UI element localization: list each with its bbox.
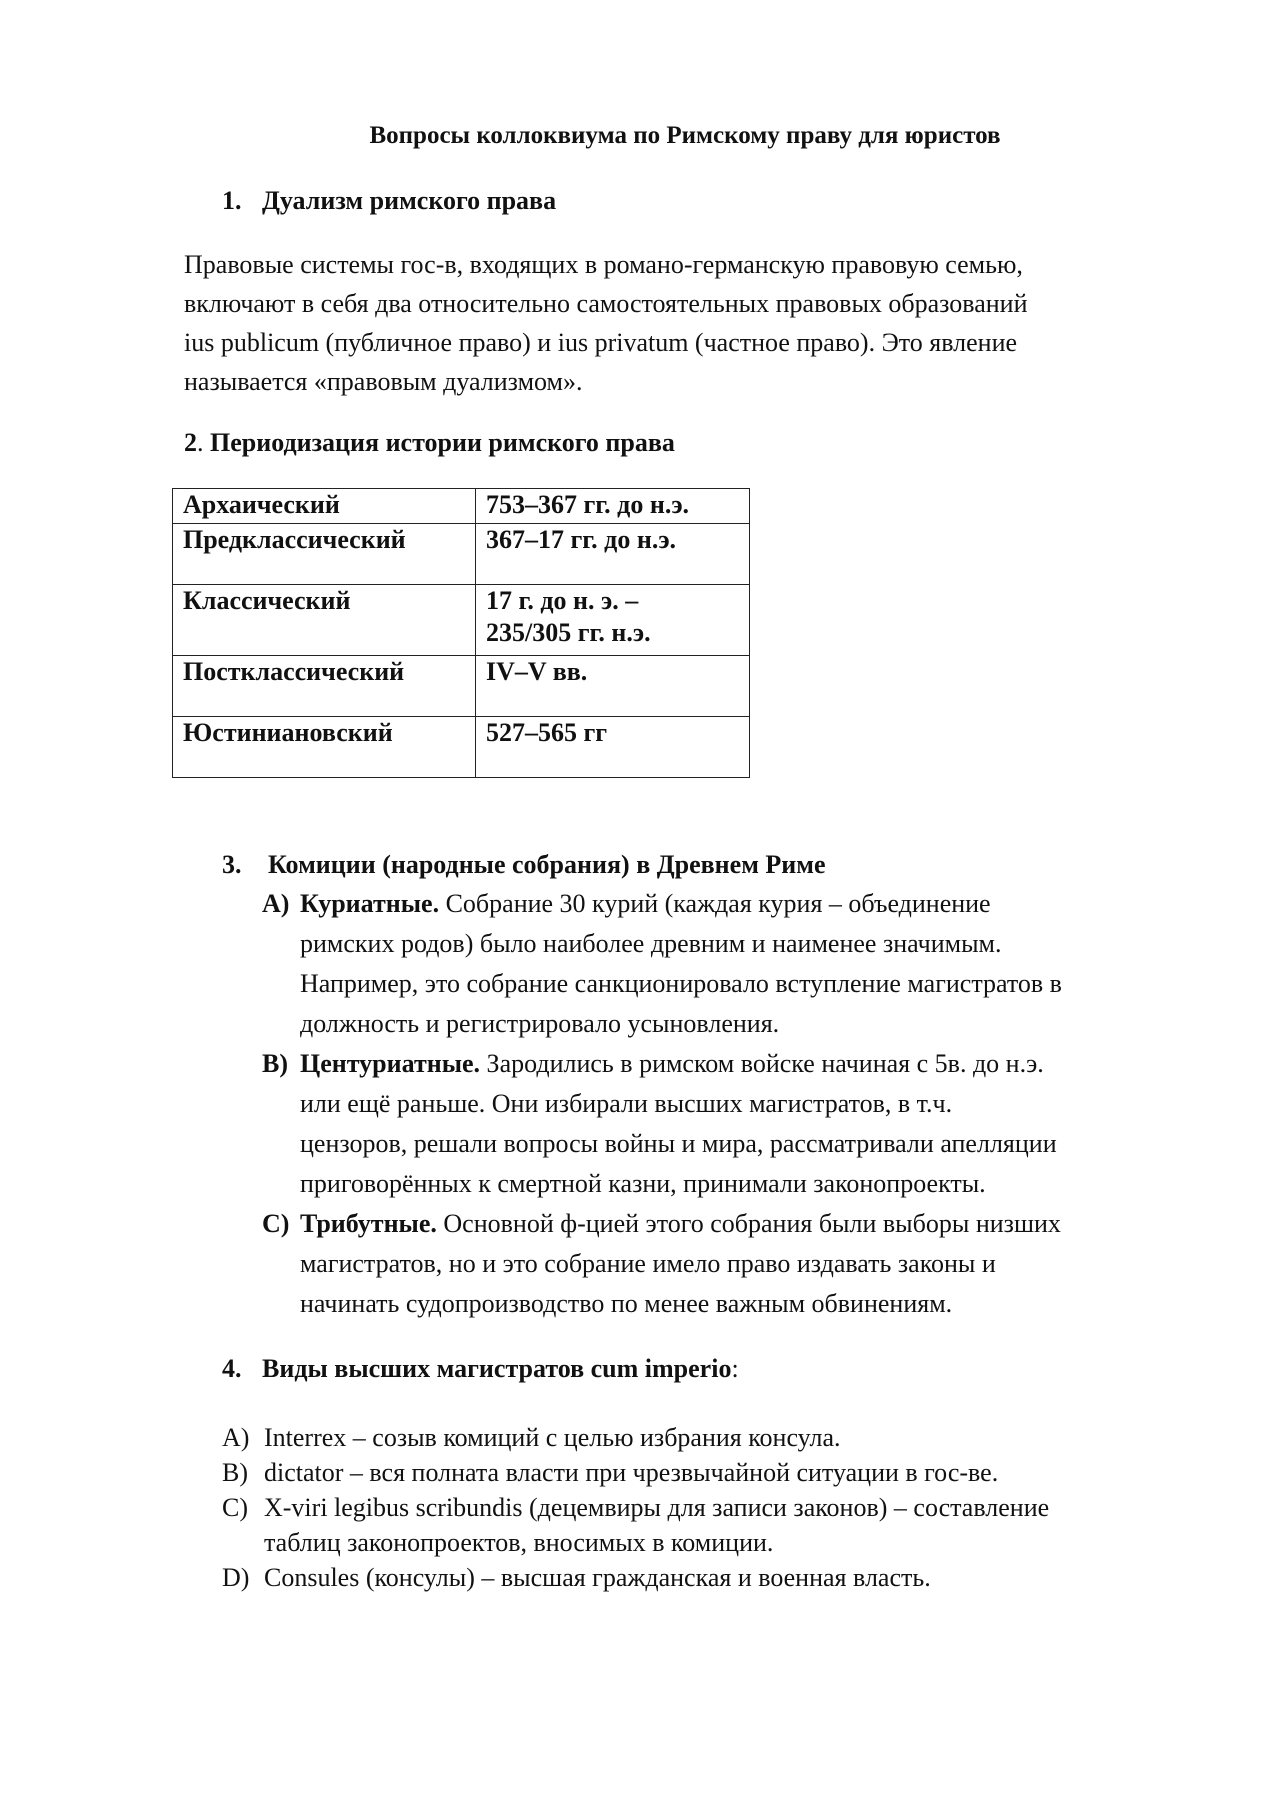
list-line: должность и регистрировало усыновления.	[300, 1009, 780, 1038]
list-term: Центуриатные.	[300, 1049, 481, 1078]
list-marker: D)	[222, 1563, 250, 1592]
periodization-table	[172, 488, 750, 778]
list-item	[262, 884, 1222, 1044]
section-4-colon: :	[731, 1354, 739, 1383]
list-item	[222, 1420, 1222, 1455]
list-item	[262, 1044, 1222, 1204]
table-cell-period: Архаический	[173, 489, 476, 524]
table-cell-dates	[476, 717, 750, 778]
table-row	[173, 585, 750, 656]
table-row	[173, 656, 750, 717]
section-1-title: Дуализм римского права	[262, 186, 557, 215]
table-cell-period: Предклассический	[173, 524, 476, 585]
list-line: Interrex – созыв комиций с целью избрания консула.	[264, 1423, 841, 1452]
table-cell-period: Классический	[173, 585, 476, 656]
section-3-heading	[222, 850, 826, 880]
table-row	[173, 489, 750, 524]
section-2-dot: .	[197, 428, 204, 457]
document-title: Вопросы коллоквиума по Римскому праву для юристов	[369, 122, 1001, 149]
table-row	[173, 524, 750, 585]
dates-line: 235/305 гг. н.э.	[486, 618, 651, 647]
list-term: Трибутные.	[300, 1209, 437, 1238]
dates-line: 527–565 гг	[486, 718, 608, 747]
dates-line: 367–17 гг. до н.э.	[486, 525, 677, 554]
list-marker: B)	[262, 1049, 288, 1078]
list-line: магистратов, но и это собрание имело право издавать законы и	[300, 1249, 996, 1278]
table-cell-dates	[476, 524, 750, 585]
list-line: dictator – вся полната власти при чрезвычайной ситуации в гос-ве.	[264, 1458, 999, 1487]
section-3-title: Комиции (народные собрания) в Древнем Риме	[268, 850, 826, 879]
section-1-paragraph	[184, 245, 1184, 401]
table-cell-dates	[476, 489, 750, 524]
table-row	[173, 717, 750, 778]
list-line	[300, 884, 1222, 924]
list-line: таблиц законопроектов, вносимых в комиции.	[264, 1528, 774, 1557]
list-item	[222, 1490, 1222, 1560]
paragraph-line: ius publicum (публичное право) и ius privatum (частное право). Это явление	[184, 328, 1018, 357]
magistrates-list	[222, 1420, 1222, 1595]
section-3-number: 3.	[222, 850, 242, 879]
section-4-number: 4.	[222, 1354, 242, 1383]
list-marker: C)	[222, 1493, 248, 1522]
list-line: приговорённых к смертной казни, принимали законопроекты.	[300, 1169, 986, 1198]
list-line: начинать судопроизводство по менее важным обвинениям.	[300, 1289, 953, 1318]
section-4-title: Виды высших магистратов cum imperio	[262, 1354, 732, 1383]
list-item	[222, 1560, 1222, 1595]
section-4-heading	[222, 1354, 739, 1384]
list-line: римских родов) было наиболее древним и наименее значимым.	[300, 929, 1002, 958]
section-2-number: 2	[184, 428, 197, 457]
list-text: Зародились в римском войске начиная с 5в. до н.э.	[480, 1049, 1044, 1078]
list-item	[222, 1455, 1222, 1490]
table-cell-dates	[476, 656, 750, 717]
table-cell-period: Постклассический	[173, 656, 476, 717]
list-line: X-viri legibus scribundis (децемвиры для записи законов) – составление	[264, 1493, 1050, 1522]
list-line: цензоров, решали вопросы войны и мира, рассматривали апелляции	[300, 1129, 1057, 1158]
list-line: или ещё раньше. Они избирали высших магистратов, в т.ч.	[300, 1089, 953, 1118]
list-line	[300, 1204, 1222, 1244]
comitia-list	[262, 884, 1222, 1324]
list-marker: A)	[262, 889, 290, 918]
dates-line: IV–V вв.	[486, 657, 588, 686]
section-2-title: Периодизация истории римского права	[210, 428, 675, 457]
list-term: Куриатные.	[300, 889, 440, 918]
section-2-heading	[184, 428, 675, 458]
dates-line: 753–367 гг. до н.э.	[486, 490, 690, 519]
list-marker: A)	[222, 1423, 250, 1452]
list-line	[300, 1044, 1222, 1084]
table-cell-period: Юстиниановский	[173, 717, 476, 778]
list-text: Собрание 30 курий (каждая курия – объединение	[439, 889, 991, 918]
list-item	[262, 1204, 1222, 1324]
paragraph-line: называется «правовым дуализмом».	[184, 367, 583, 396]
list-marker: B)	[222, 1458, 248, 1487]
list-line: Например, это собрание санкционировало вступление магистратов в	[300, 969, 1062, 998]
list-marker: C)	[262, 1209, 290, 1238]
paragraph-line: Правовые системы гос-в, входящих в романо-германскую правовую семью,	[184, 250, 1023, 279]
section-1-number: 1.	[222, 186, 242, 215]
table-cell-dates	[476, 585, 750, 656]
list-text: Основной ф-цией этого собрания были выборы низших	[436, 1209, 1061, 1238]
section-1-heading	[222, 186, 556, 216]
paragraph-line: включают в себя два относительно самостоятельных правовых образований	[184, 289, 1028, 318]
dates-line: 17 г. до н. э. –	[486, 586, 639, 615]
list-line: Consules (консулы) – высшая гражданская и военная власть.	[264, 1563, 931, 1592]
